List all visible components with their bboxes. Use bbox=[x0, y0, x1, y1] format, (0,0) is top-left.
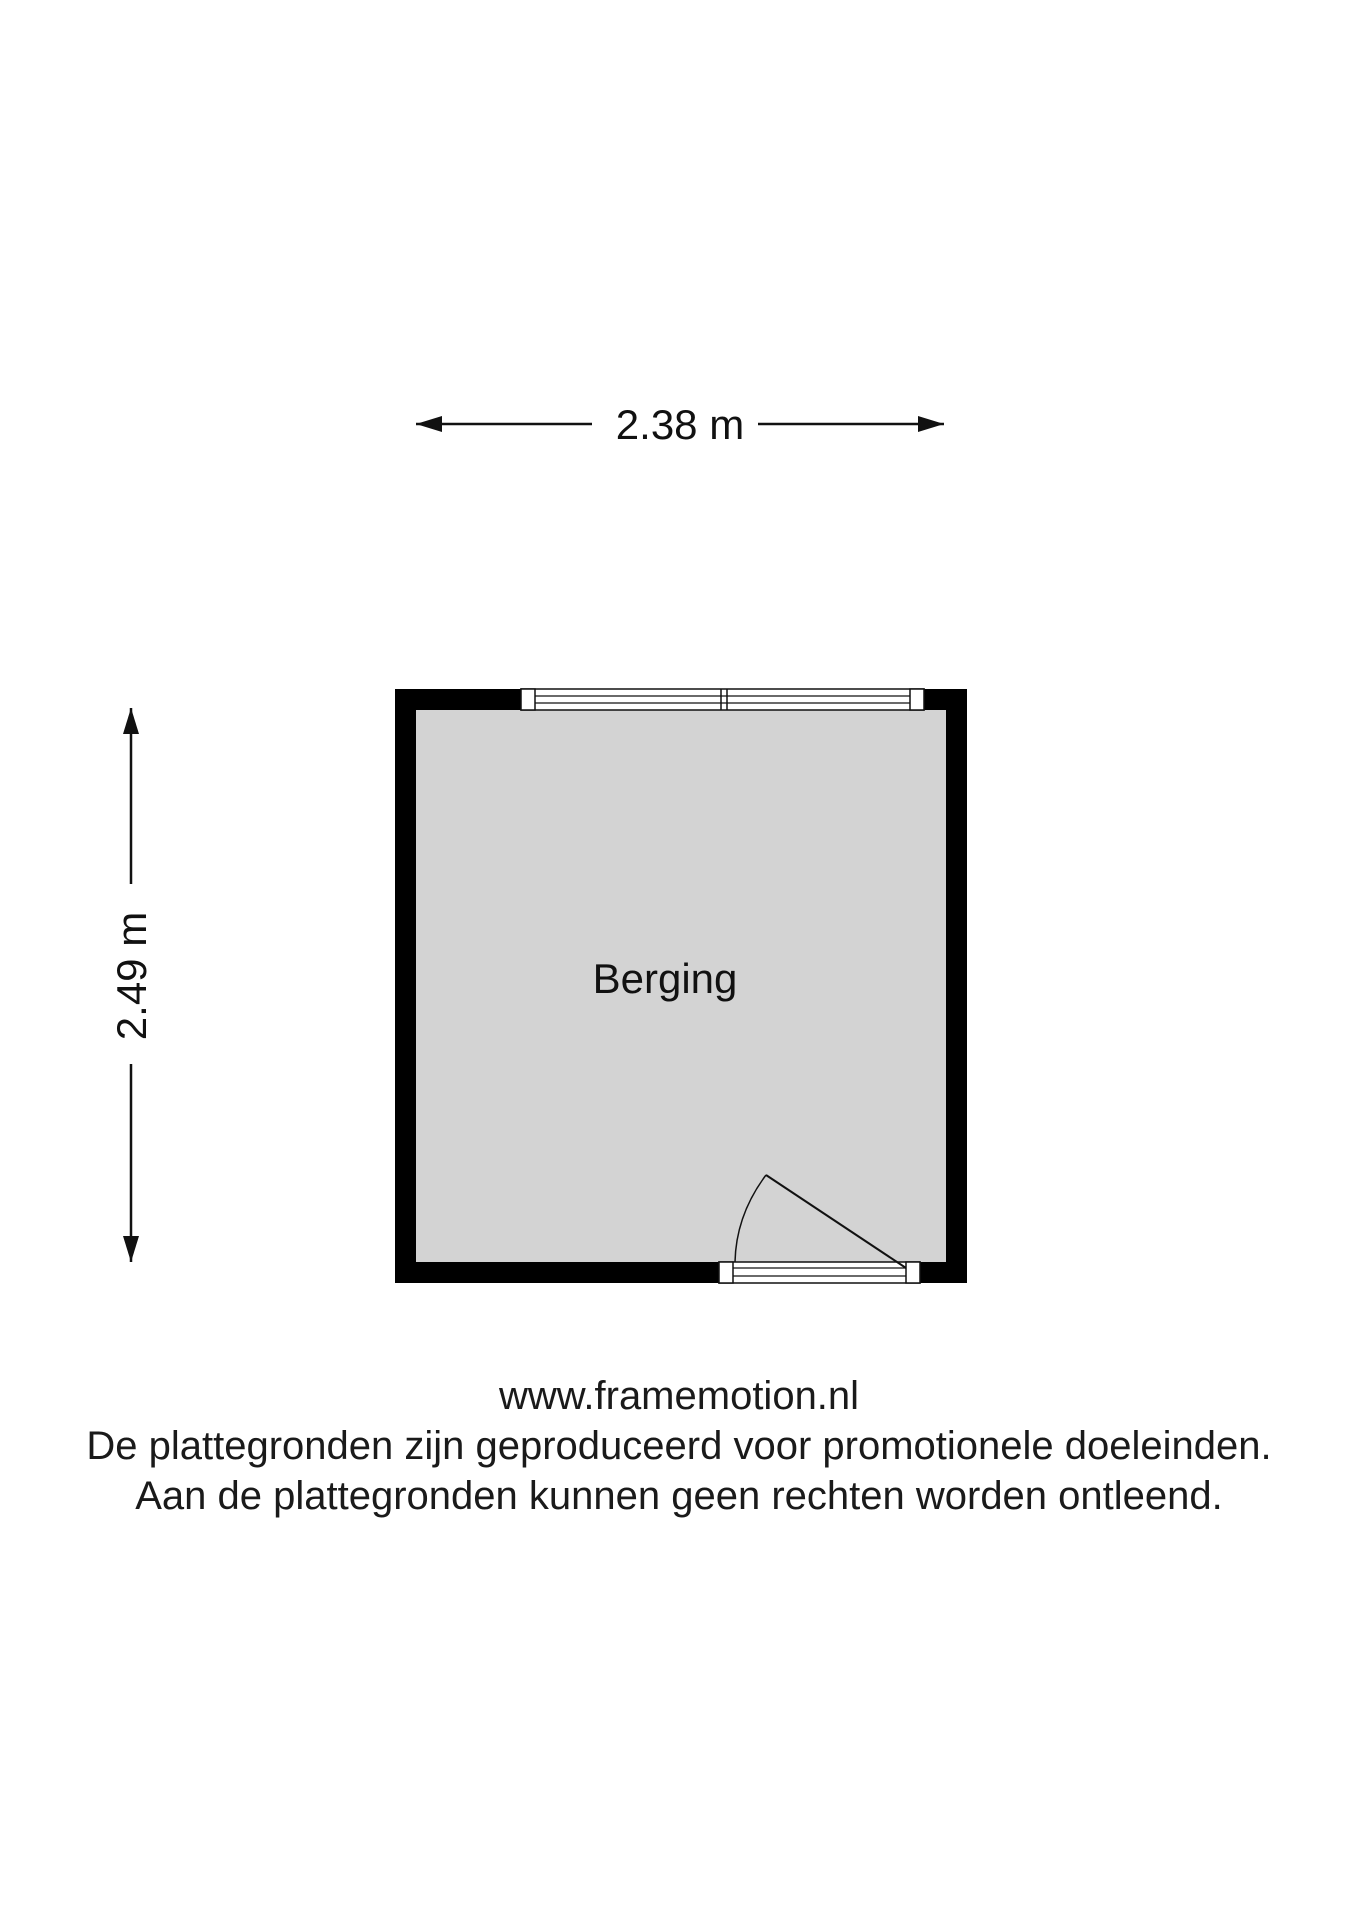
height-dimension-label: 2.49 m bbox=[108, 911, 155, 1041]
window-frame bbox=[521, 689, 924, 710]
height-arrow-top bbox=[123, 708, 139, 734]
height-dimension bbox=[108, 708, 155, 1262]
height-arrow-bottom bbox=[123, 1236, 139, 1262]
room-label: Berging bbox=[592, 955, 738, 1002]
wall-bottom-right bbox=[920, 1262, 967, 1283]
door-jamb-left bbox=[719, 1262, 733, 1283]
disclaimer-line-2: Aan de plattegronden kunnen geen rechten worden ontleend. bbox=[135, 1474, 1223, 1518]
width-dimension-label: 2.38 m bbox=[615, 401, 745, 448]
window bbox=[521, 689, 924, 710]
window-jamb-left bbox=[521, 689, 535, 710]
door-frame bbox=[719, 1262, 920, 1283]
disclaimer-line-1: De plattegronden zijn geproduceerd voor promotionele doeleinden. bbox=[86, 1424, 1272, 1468]
wall-bottom-left bbox=[395, 1262, 719, 1283]
footer bbox=[0, 1371, 1358, 1521]
width-arrow-left bbox=[416, 416, 442, 432]
wall-right bbox=[946, 689, 967, 1283]
window-jamb-right bbox=[910, 689, 924, 710]
width-arrow-right bbox=[918, 416, 944, 432]
website-link[interactable]: www.framemotion.nl bbox=[498, 1374, 860, 1418]
width-dimension bbox=[416, 401, 944, 448]
wall-left bbox=[395, 689, 416, 1283]
door-jamb-right bbox=[906, 1262, 920, 1283]
